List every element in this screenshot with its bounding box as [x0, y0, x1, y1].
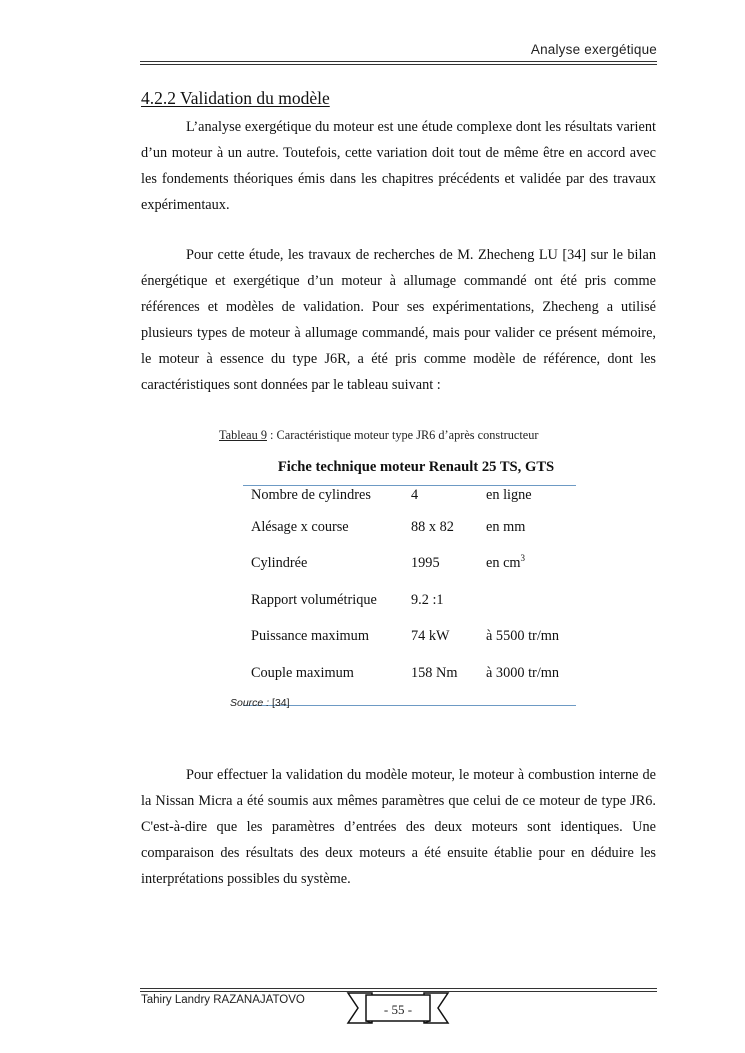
table-row	[243, 517, 576, 553]
row-name: Cylindrée	[251, 555, 308, 572]
row-note	[486, 553, 576, 589]
row-value: 9.2 :1	[411, 591, 444, 608]
table-row	[243, 486, 576, 518]
table-row	[243, 553, 576, 589]
running-header: Analyse exergétique	[530, 42, 657, 57]
spec-table	[243, 485, 576, 706]
row-note: à 3000 tr/mn	[486, 664, 560, 681]
table-caption-text: : Caractéristique moteur type JR6 d’après constructeur	[266, 428, 539, 442]
spec-table-title: Fiche technique moteur Renault 25 TS, GTS	[277, 459, 555, 475]
source-label: Source :	[230, 697, 270, 709]
row-note: en mm	[486, 519, 526, 535]
table-caption	[219, 428, 538, 443]
table-row	[243, 626, 576, 662]
row-note: à 5500 tr/mn	[486, 628, 560, 645]
table-row	[243, 590, 576, 626]
row-name: Alésage x course	[251, 519, 349, 535]
table-caption-label: Tableau 9	[219, 428, 267, 442]
page-number: - 55 -	[383, 1002, 413, 1017]
row-name: Couple maximum	[251, 664, 354, 681]
paragraph-reference: Pour cette étude, les travaux de recherches de M. Zhecheng LU [34] sur le bilan énergétique et exergétique d’un moteur à allumage commandé ont été pris comme références et modèles de validation. Pour ses expérimentations, Zhecheng a utilisé plusieurs types de moteur à allumage commandé, mais pour valider ce présent mémoire, le moteur à essence du type J6R, a été pris comme modèle de référence, dont les caractéristiques sont données par le tableau suivant :	[141, 247, 656, 393]
row-value: 4	[411, 487, 419, 503]
row-value: 74 kW	[411, 628, 450, 645]
header-rule-secondary	[140, 64, 657, 65]
section-heading: 4.2.2 Validation du modèle	[141, 88, 330, 108]
table-source	[230, 697, 290, 709]
source-ref: [34]	[269, 697, 290, 709]
row-note-superscript: 3	[520, 553, 526, 564]
row-value: 88 x 82	[411, 519, 454, 535]
row-name: Rapport volumétrique	[251, 591, 377, 608]
row-note	[486, 590, 576, 626]
row-name: Puissance maximum	[251, 628, 369, 645]
row-note: en ligne	[486, 487, 532, 503]
row-name: Nombre de cylindres	[251, 487, 371, 503]
row-value: 1995	[411, 555, 440, 572]
paragraph-validation: Pour effectuer la validation du modèle moteur, le moteur à combustion interne de la Nissan Micra a été soumis aux mêmes paramètres que celui de ce moteur de type JR6. C'est-à-dire que les paramètres d’entrées des deux moteurs sont identiques. Une comparaison des résultats des deux moteurs a été ensuite établie pour en déduire les interprétations possibles du système.	[141, 767, 656, 887]
row-note-text: en cm	[486, 555, 521, 572]
footer-author: Tahiry Landry RAZANAJATOVO	[141, 994, 305, 1006]
row-value: 158 Nm	[411, 664, 458, 681]
paragraph-intro: L’analyse exergétique du moteur est une étude complexe dont les résultats varient d’un moteur à un autre. Toutefois, cette variation doit tout de même être en accord avec les fondements théoriques émis dans les chapitres précédents et validée par des travaux expérimentaux.	[141, 119, 656, 213]
table-row	[243, 663, 576, 706]
header-rule	[140, 61, 657, 62]
footer-rule	[140, 988, 657, 989]
